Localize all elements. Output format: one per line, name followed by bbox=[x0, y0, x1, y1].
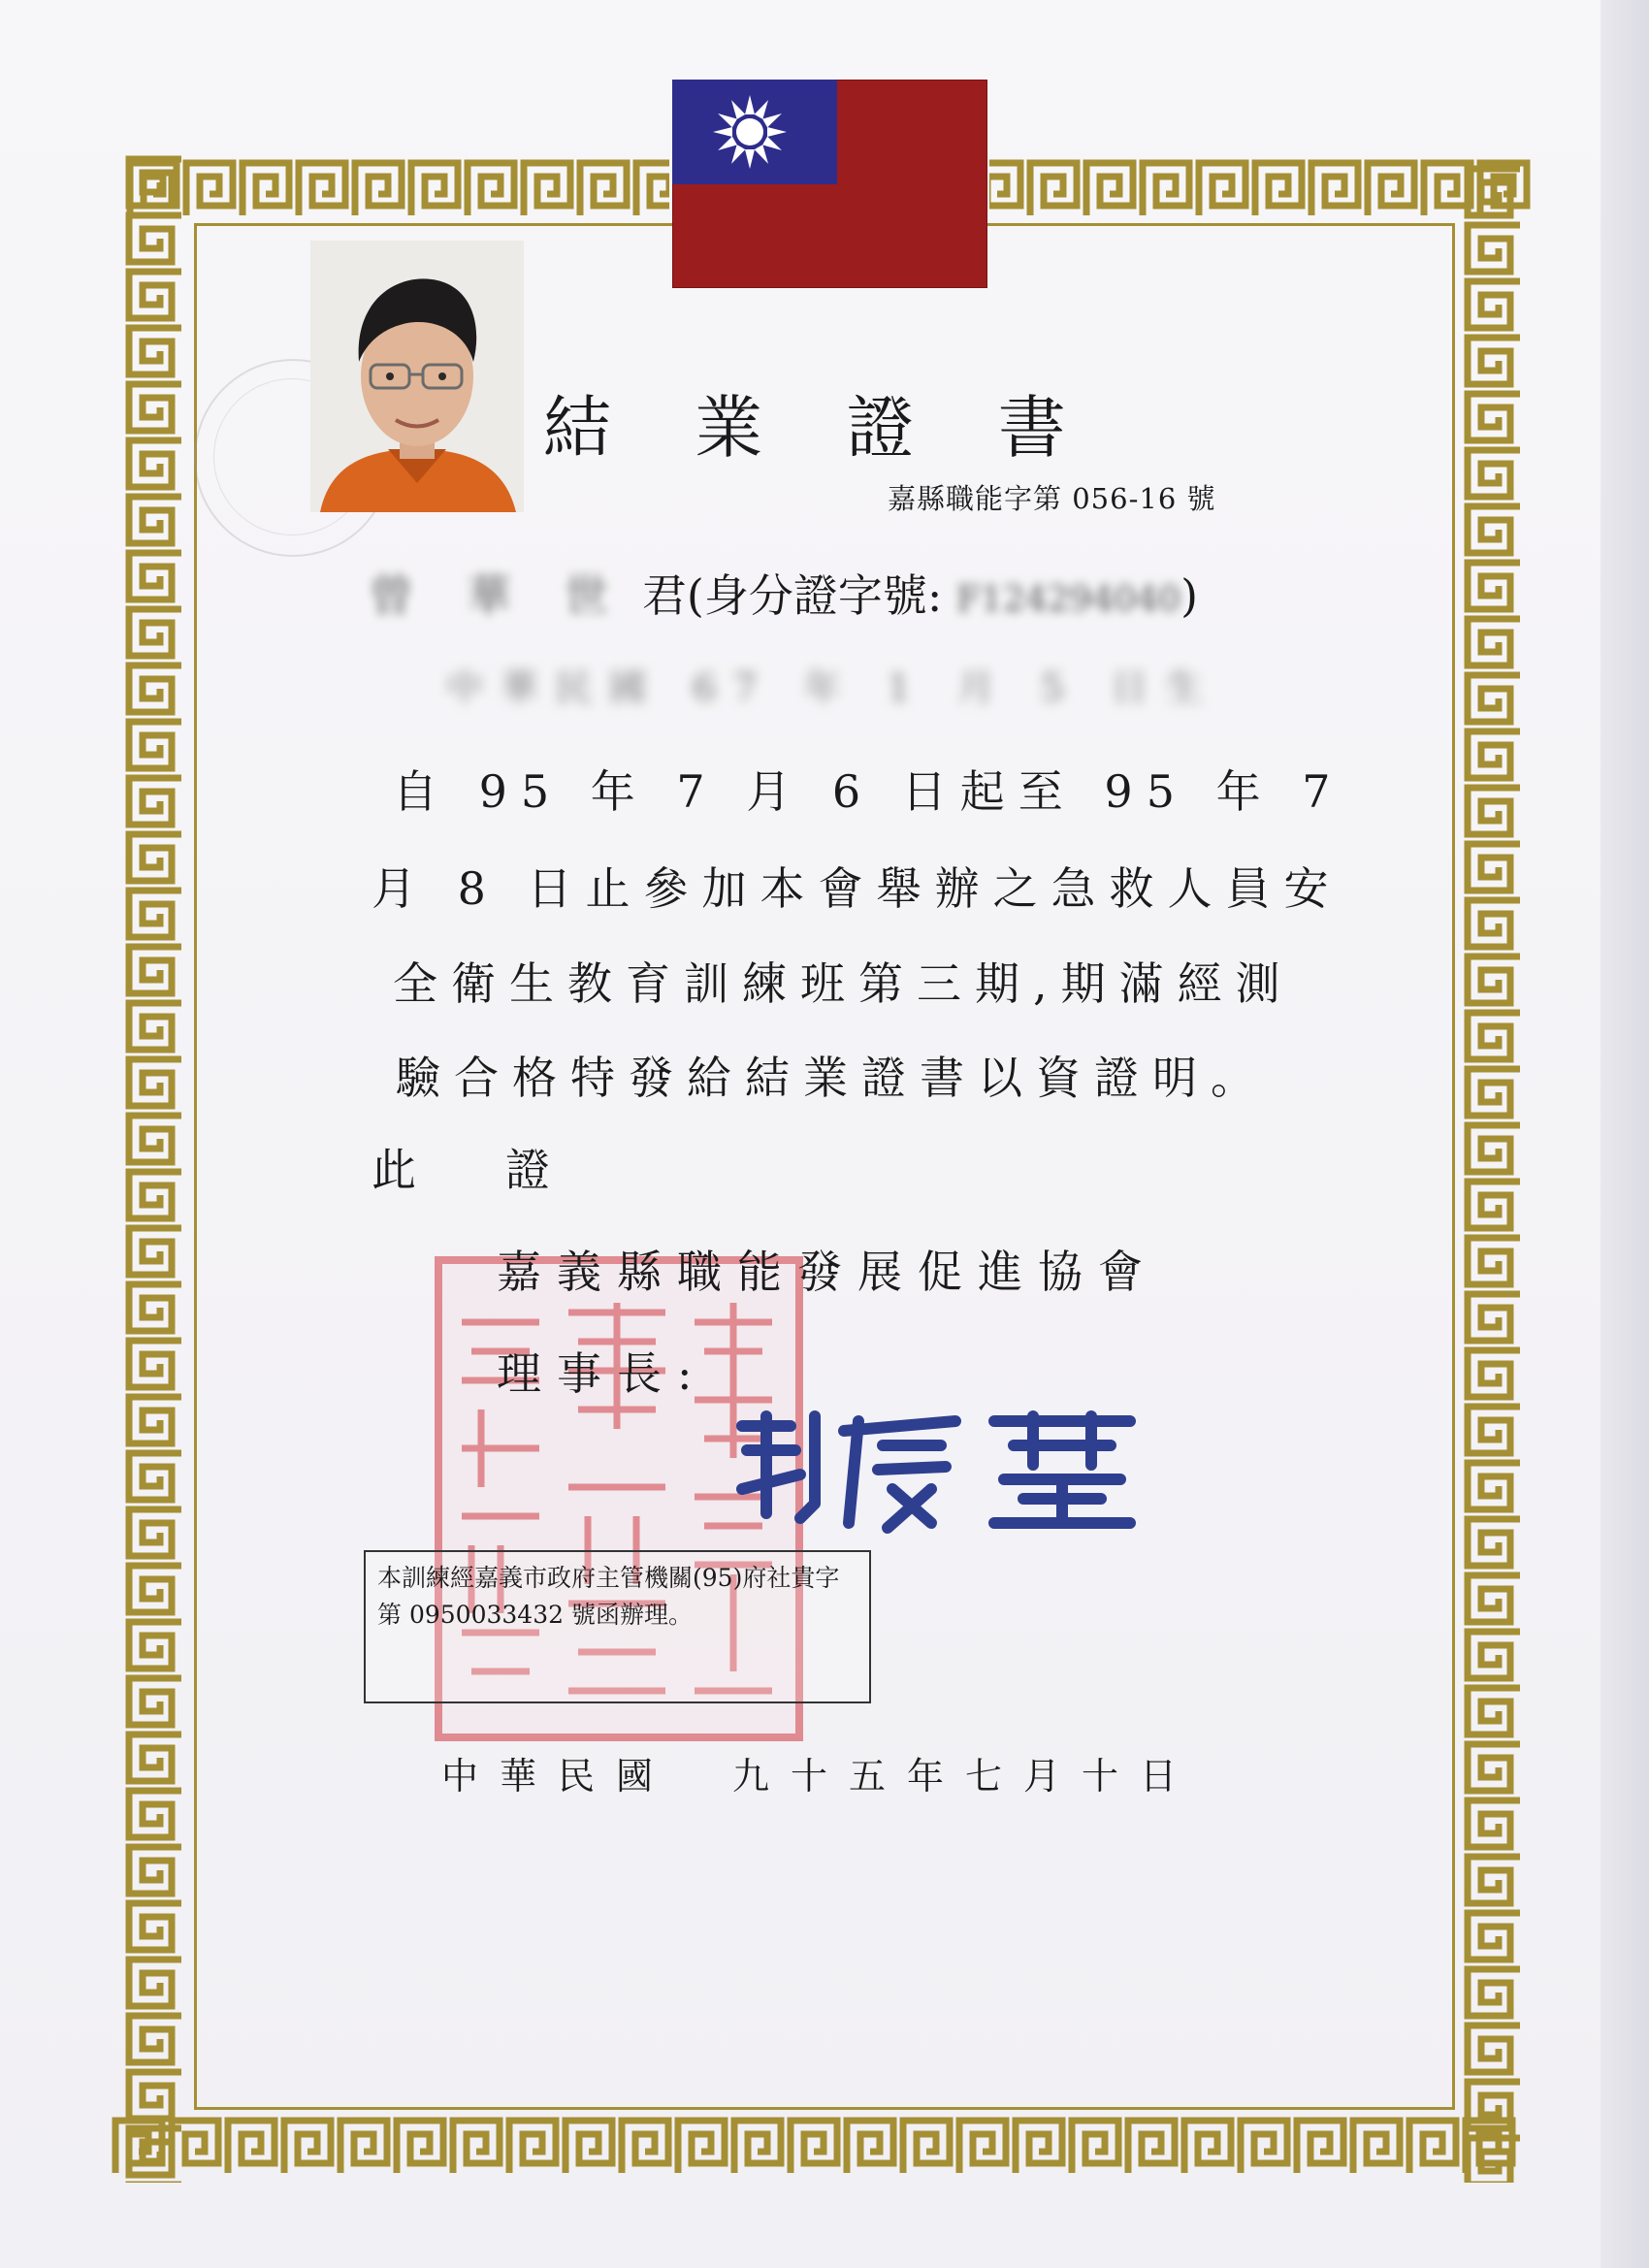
body-line-1: 自 95 年 7 月 6 日起至 95 年 7 bbox=[393, 765, 1344, 818]
white-sun-icon bbox=[711, 93, 789, 171]
page-edge-shadow bbox=[1600, 0, 1649, 2268]
approval-note-box: 本訓練經嘉義市政府主管機關(95)府社貴字第 0950033432 號函辦理。 bbox=[364, 1550, 871, 1703]
holder-photo bbox=[310, 241, 524, 512]
chairman-signature bbox=[723, 1397, 1149, 1542]
holder-name: 曾 華 世 bbox=[369, 569, 629, 622]
border-right-meander bbox=[1460, 165, 1530, 2183]
holder-id-number: F124294040 bbox=[955, 580, 1181, 620]
certify-label: 此 證 bbox=[372, 1144, 550, 1196]
holder-line bbox=[369, 561, 1198, 625]
holder-birth-date: 中華民國 67 年 1 月 5 日生 bbox=[446, 666, 1220, 709]
body-line-2: 月 8 日止參加本會舉辦之急救人員安 bbox=[372, 862, 1342, 915]
national-flag bbox=[672, 80, 987, 288]
organization-name: 嘉義縣職能發展促進協會 bbox=[497, 1246, 1158, 1298]
chairman-label: 理事長: bbox=[497, 1347, 708, 1400]
issue-date: 中華民國 九十五年七月十日 bbox=[441, 1755, 1199, 1798]
certificate-title: 結 業 證 書 bbox=[543, 388, 1097, 468]
flag-canton bbox=[672, 80, 837, 184]
border-bottom-meander bbox=[112, 2113, 1518, 2183]
body-line-4: 驗合格特發給結業證書以資證明。 bbox=[396, 1052, 1269, 1104]
body-line-3: 全衛生教育訓練班第三期,期滿經測 bbox=[393, 957, 1294, 1010]
holder-name-suffix: 君(身分證字號: bbox=[641, 569, 943, 622]
reference-number: 嘉縣職能字第 056-16 號 bbox=[888, 482, 1216, 515]
border-left-meander bbox=[121, 155, 189, 2183]
holder-id-close: ) bbox=[1180, 569, 1199, 622]
